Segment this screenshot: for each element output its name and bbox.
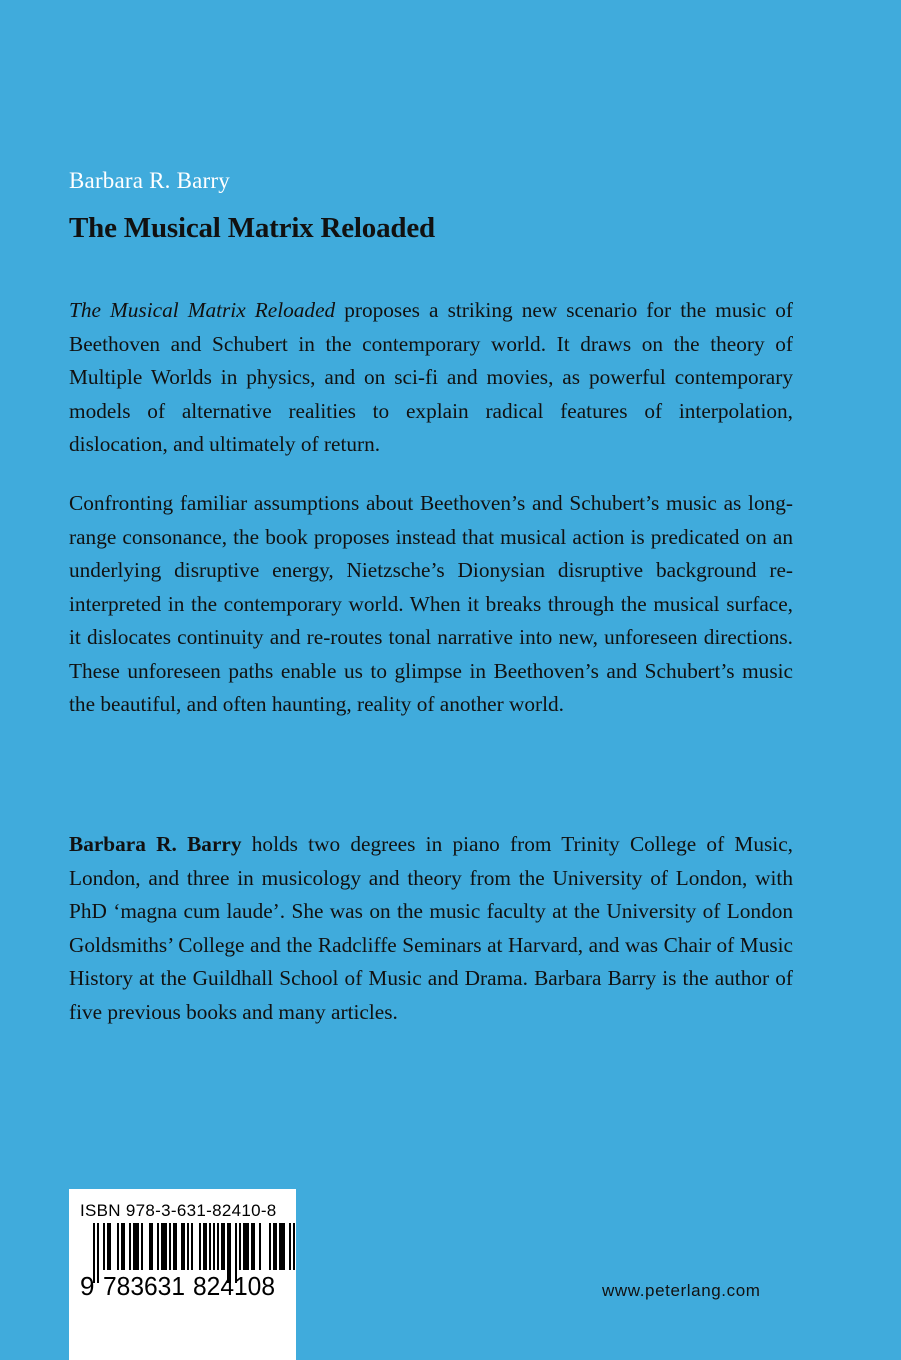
barcode-left-digits: 783631	[103, 1271, 185, 1301]
barcode-bar	[259, 1223, 261, 1270]
barcode-bar	[293, 1223, 295, 1270]
barcode-bar	[149, 1223, 153, 1270]
barcode-bar	[181, 1223, 185, 1270]
barcode-icon	[69, 1223, 296, 1360]
barcode-bar	[239, 1223, 241, 1270]
barcode-bar	[169, 1223, 171, 1270]
author-bio-text: holds two degrees in piano from Trinity College of Music, London, and three in musicology and theory from the University of London, with PhD ‘magna cum laude’. She was on the music faculty at the University of London Goldsmiths’ College and the Radcliffe Seminars at Harvard, and was Chair of Music History at the Guildhall School of Music and Drama. Barbara Barry is the author of five previous books and many articles.	[69, 832, 793, 1024]
blurb-paragraph-1	[69, 294, 793, 462]
author-name: Barbara R. Barry	[69, 168, 230, 193]
blurb-paragraph-2: Confronting familiar assumptions about Beethoven’s and Schubert’s music as long-range consonance, the book proposes instead that musical action is predicated on an underlying disruptive energy, Nietzsche’s Dionysian disruptive background re-interpreted in the contemporary world. When it breaks through the musical surface, it dislocates continuity and re-routes tonal narrative into new, unforeseen directions. These unforeseen paths enable us to glimpse in Beethoven’s and Schubert’s music the beautiful, and often haunting, reality of another world.	[69, 491, 793, 716]
barcode-bar	[273, 1223, 277, 1270]
barcode-bar	[289, 1223, 291, 1270]
barcode-box	[69, 1189, 296, 1360]
blurb-title-italic: The Musical Matrix Reloaded	[69, 298, 336, 322]
barcode-bar	[269, 1223, 271, 1270]
barcode-bar	[141, 1223, 143, 1270]
barcode-right-digits: 824108	[193, 1271, 275, 1301]
publisher-url[interactable]: www.peterlang.com	[602, 1281, 761, 1300]
barcode-bar	[251, 1223, 255, 1270]
blurb-paragraph-1-text: proposes a striking new scenario for the music of Beethoven and Schubert in the contemporary world. It draws on the theory of Multiple Worlds in physics, and on sci-fi and movies, as powerful contemporary models of alternative realities to explain radical features of interpolation, dislocation, and ultimately of return.	[69, 298, 793, 456]
barcode-bar	[279, 1223, 285, 1270]
barcode-bar	[157, 1223, 159, 1270]
barcode-bar	[203, 1223, 207, 1270]
author-bio	[69, 828, 793, 1029]
barcode-bar	[191, 1223, 193, 1270]
barcode-bar	[209, 1223, 211, 1270]
barcode-bar	[243, 1223, 249, 1270]
barcode-bar	[103, 1223, 105, 1270]
barcode-bar	[121, 1223, 125, 1270]
barcode-bar	[217, 1223, 219, 1270]
barcode-bar	[133, 1223, 139, 1270]
barcode-bar	[117, 1223, 119, 1270]
author-bio-name: Barbara R. Barry	[69, 832, 242, 856]
barcode-bar	[221, 1223, 225, 1270]
barcode-bar	[187, 1223, 189, 1270]
barcode-bar	[173, 1223, 177, 1270]
barcode-bar	[161, 1223, 167, 1270]
barcode-bar	[213, 1223, 215, 1270]
isbn-label: ISBN 978-3-631-82410-8	[80, 1201, 277, 1220]
barcode-bar	[107, 1223, 111, 1270]
barcode-bar	[129, 1223, 131, 1270]
barcode-bar	[199, 1223, 201, 1270]
barcode-first-digit: 9	[80, 1271, 95, 1301]
book-title: The Musical Matrix Reloaded	[69, 212, 435, 244]
barcode-bar	[97, 1223, 99, 1283]
